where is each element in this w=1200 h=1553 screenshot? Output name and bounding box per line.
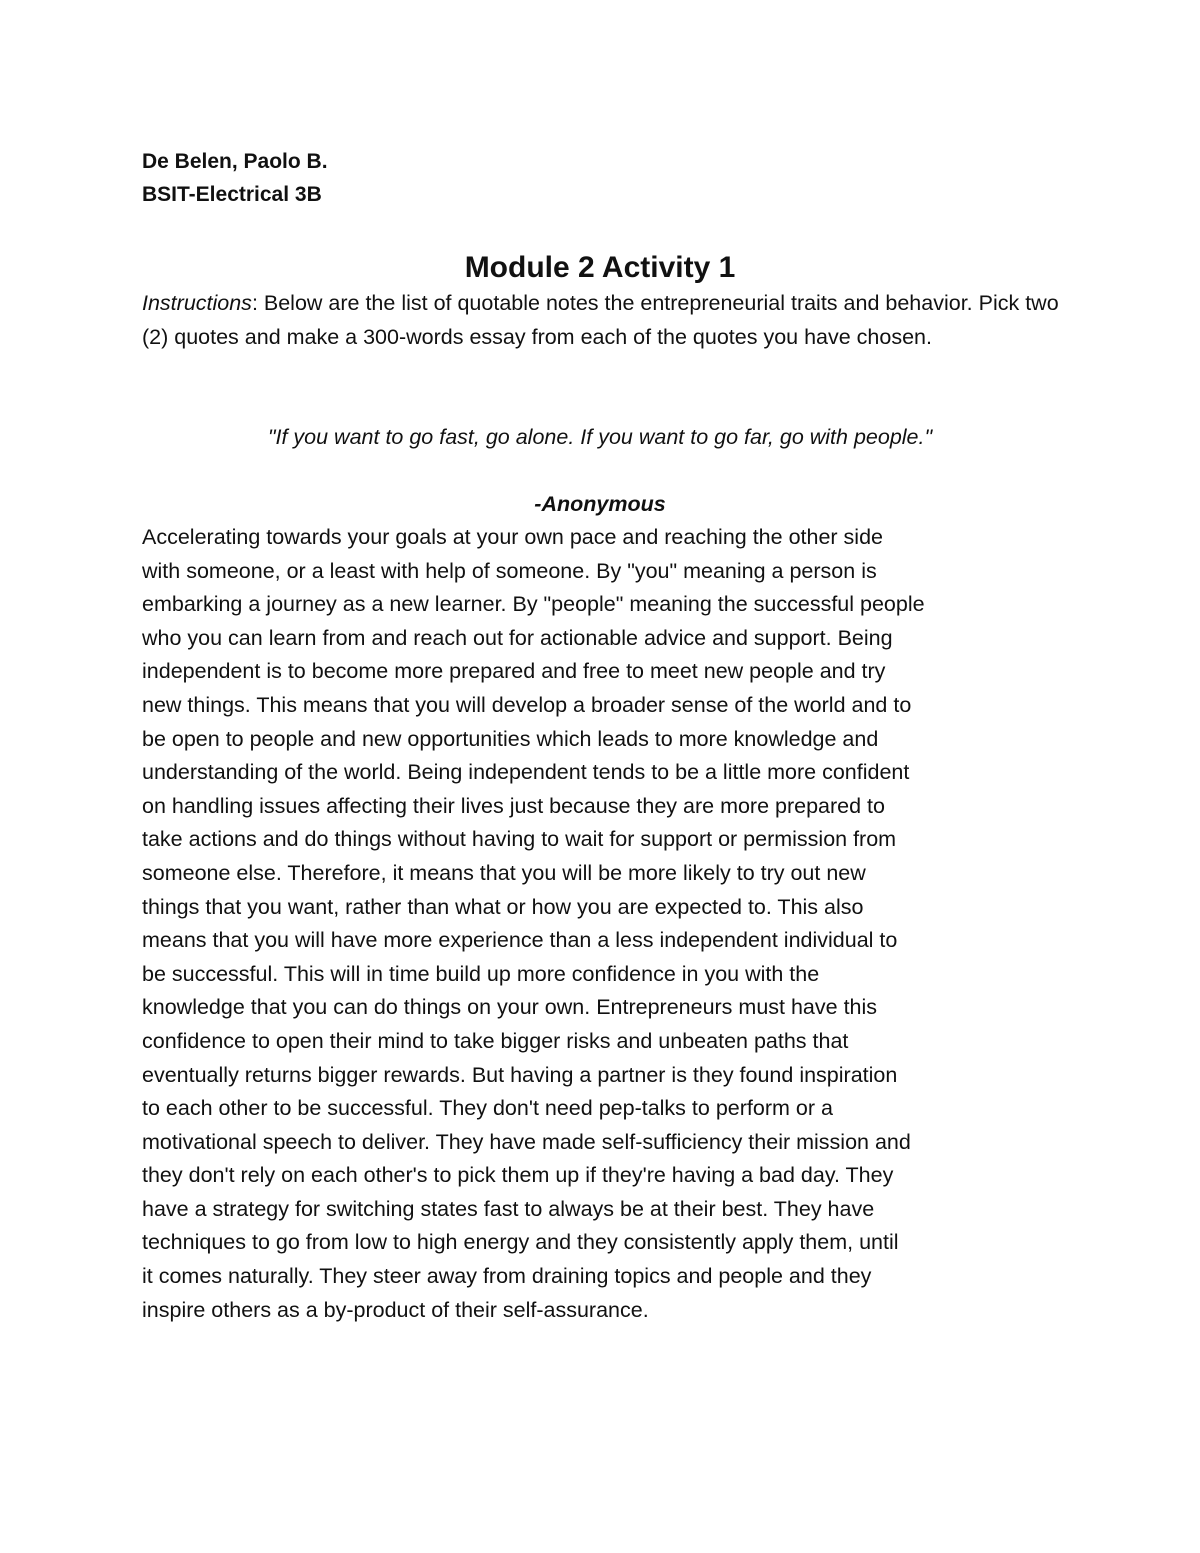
student-program: BSIT-Electrical 3B bbox=[142, 183, 322, 206]
instructions-label: Instructions bbox=[142, 291, 252, 315]
essay-line: take actions and do things without having to wait for support or permission from bbox=[142, 827, 897, 852]
essay-line: means that you will have more experience than a less independent individual to bbox=[142, 928, 898, 953]
essay-line: they don't rely on each other's to pick them up if they're having a bad day. They bbox=[142, 1163, 894, 1188]
essay-line: who you can learn from and reach out for actionable advice and support. Being bbox=[142, 625, 893, 650]
essay-line: motivational speech to deliver. They have made self-sufficiency their mission and bbox=[142, 1129, 911, 1154]
essay-line: things that you want, rather than what or how you are expected to. This also bbox=[142, 894, 864, 919]
quote-author: -Anonymous bbox=[534, 492, 666, 516]
essay-line: understanding of the world. Being independent tends to be a little more confident bbox=[142, 760, 910, 785]
essay-line: to each other to be successful. They don't need pep-talks to perform or a bbox=[142, 1096, 833, 1121]
essay-line: be open to people and new opportunities which leads to more knowledge and bbox=[142, 726, 879, 751]
essay-line: confidence to open their mind to take bigger risks and unbeaten paths that bbox=[142, 1028, 849, 1053]
essay-line: knowledge that you can do things on your own. Entrepreneurs must have this bbox=[142, 995, 878, 1020]
author-header bbox=[142, 145, 742, 211]
essay-line: inspire others as a by-product of their self-assurance. bbox=[142, 1297, 649, 1322]
essay-line: eventually returns bigger rewards. But having a partner is they found inspiration bbox=[142, 1062, 898, 1087]
instructions-paragraph bbox=[142, 287, 1062, 354]
essay-line: have a strategy for switching states fast to always be at their best. They have bbox=[142, 1196, 875, 1221]
essay-line: Accelerating towards your goals at your own pace and reaching the other side bbox=[142, 525, 883, 549]
essay-line: it comes naturally. They steer away from draining topics and people and they bbox=[142, 1264, 872, 1289]
essay-line: on handling issues affecting their lives just because they are more prepared to bbox=[142, 793, 885, 818]
essay-line: independent is to become more prepared and free to meet new people and try bbox=[142, 659, 886, 684]
essay-body bbox=[142, 521, 1062, 1327]
essay-line: embarking a journey as a new learner. By "people" meaning the successful people bbox=[142, 592, 925, 617]
essay-line: techniques to go from low to high energy and they consistently apply them, until bbox=[142, 1230, 899, 1255]
page-title: Module 2 Activity 1 bbox=[464, 251, 736, 284]
student-name: De Belen, Paolo B. bbox=[142, 150, 328, 173]
instructions-text: : Below are the list of quotable notes the entrepreneurial traits and behavior. Pick two (2) quotes and make a 300-words essay from each of the quotes you have chosen. bbox=[142, 291, 1059, 349]
essay-line: someone else. Therefore, it means that you will be more likely to try out new bbox=[142, 860, 866, 885]
essay-line: with someone, or a least with help of someone. By "you" meaning a person is bbox=[142, 558, 877, 583]
quote-text: "If you want to go fast, go alone. If you want to go far, go with people." bbox=[267, 425, 933, 449]
essay-line: be successful. This will in time build up more confidence in you with the bbox=[142, 961, 820, 986]
essay-line: new things. This means that you will develop a broader sense of the world and to bbox=[142, 692, 912, 717]
